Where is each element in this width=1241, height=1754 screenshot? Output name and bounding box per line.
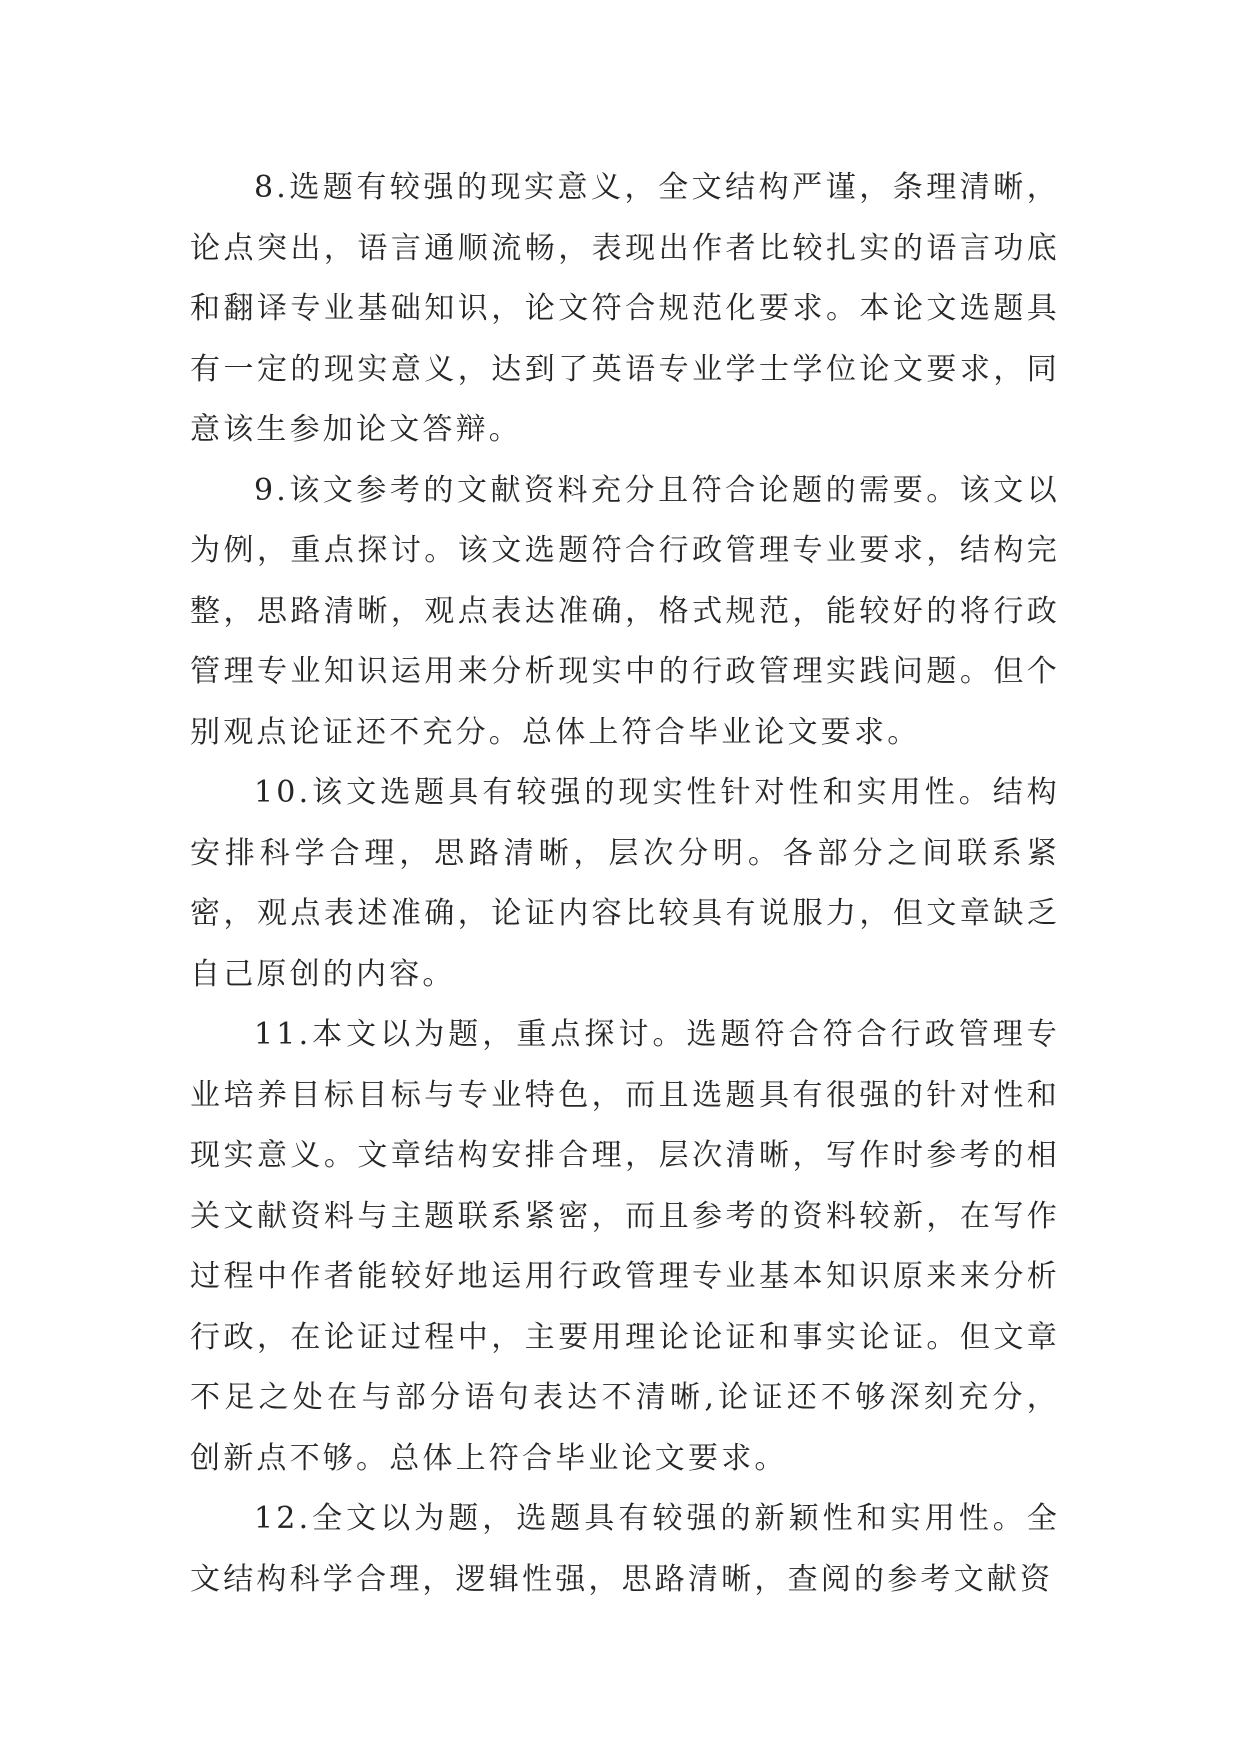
paragraph-10: 10.该文选题具有较强的现实性针对性和实用性。结构安排科学合理，思路清晰，层次分明。各部分之间联系紧密，观点表述准确，论证内容比较具有说服力，但文章缺乏自己原创的内容。 <box>190 775 1060 992</box>
paragraph-11: 11.本文以为题，重点探讨。选题符合符合行政管理专业培养目标目标与专业特色，而且选题具有很强的针对性和现实意义。文章结构安排合理，层次清晰，写作时参考的相关文献资料与主题联系紧密，而且参考的资料较新，在写作过程中作者能较好地运用行政管理专业基本知识原来来分析行政，在论证过程中，主要用理论论证和事实论证。但文章不足之处在与部分语句表达不清晰,论证还不够深刻充分，创新点不够。总体上符合毕业论文要求。 <box>190 1017 1060 1476</box>
document-body <box>190 158 1060 1610</box>
paragraph-8: 8.选题有较强的现实意义，全文结构严谨，条理清晰，论点突出，语言通顺流畅，表现出作者比较扎实的语言功底和翻译专业基础知识，论文符合规范化要求。本论文选题具有一定的现实意义，达到了英语专业学士学位论文要求，同意该生参加论文答辩。 <box>190 170 1060 447</box>
paragraph-9: 9.该文参考的文献资料充分且符合论题的需要。该文以为例，重点探讨。该文选题符合行政管理专业要求，结构完整，思路清晰，观点表达准确，格式规范，能较好的将行政管理专业知识运用来分析现实中的行政管理实践问题。但个别观点论证还不充分。总体上符合毕业论文要求。 <box>190 472 1060 750</box>
paragraph-12: 12.全文以为题，选题具有较强的新颖性和实用性。全文结构科学合理，逻辑性强，思路清晰，查阅的参考文献资 <box>190 1501 1060 1597</box>
